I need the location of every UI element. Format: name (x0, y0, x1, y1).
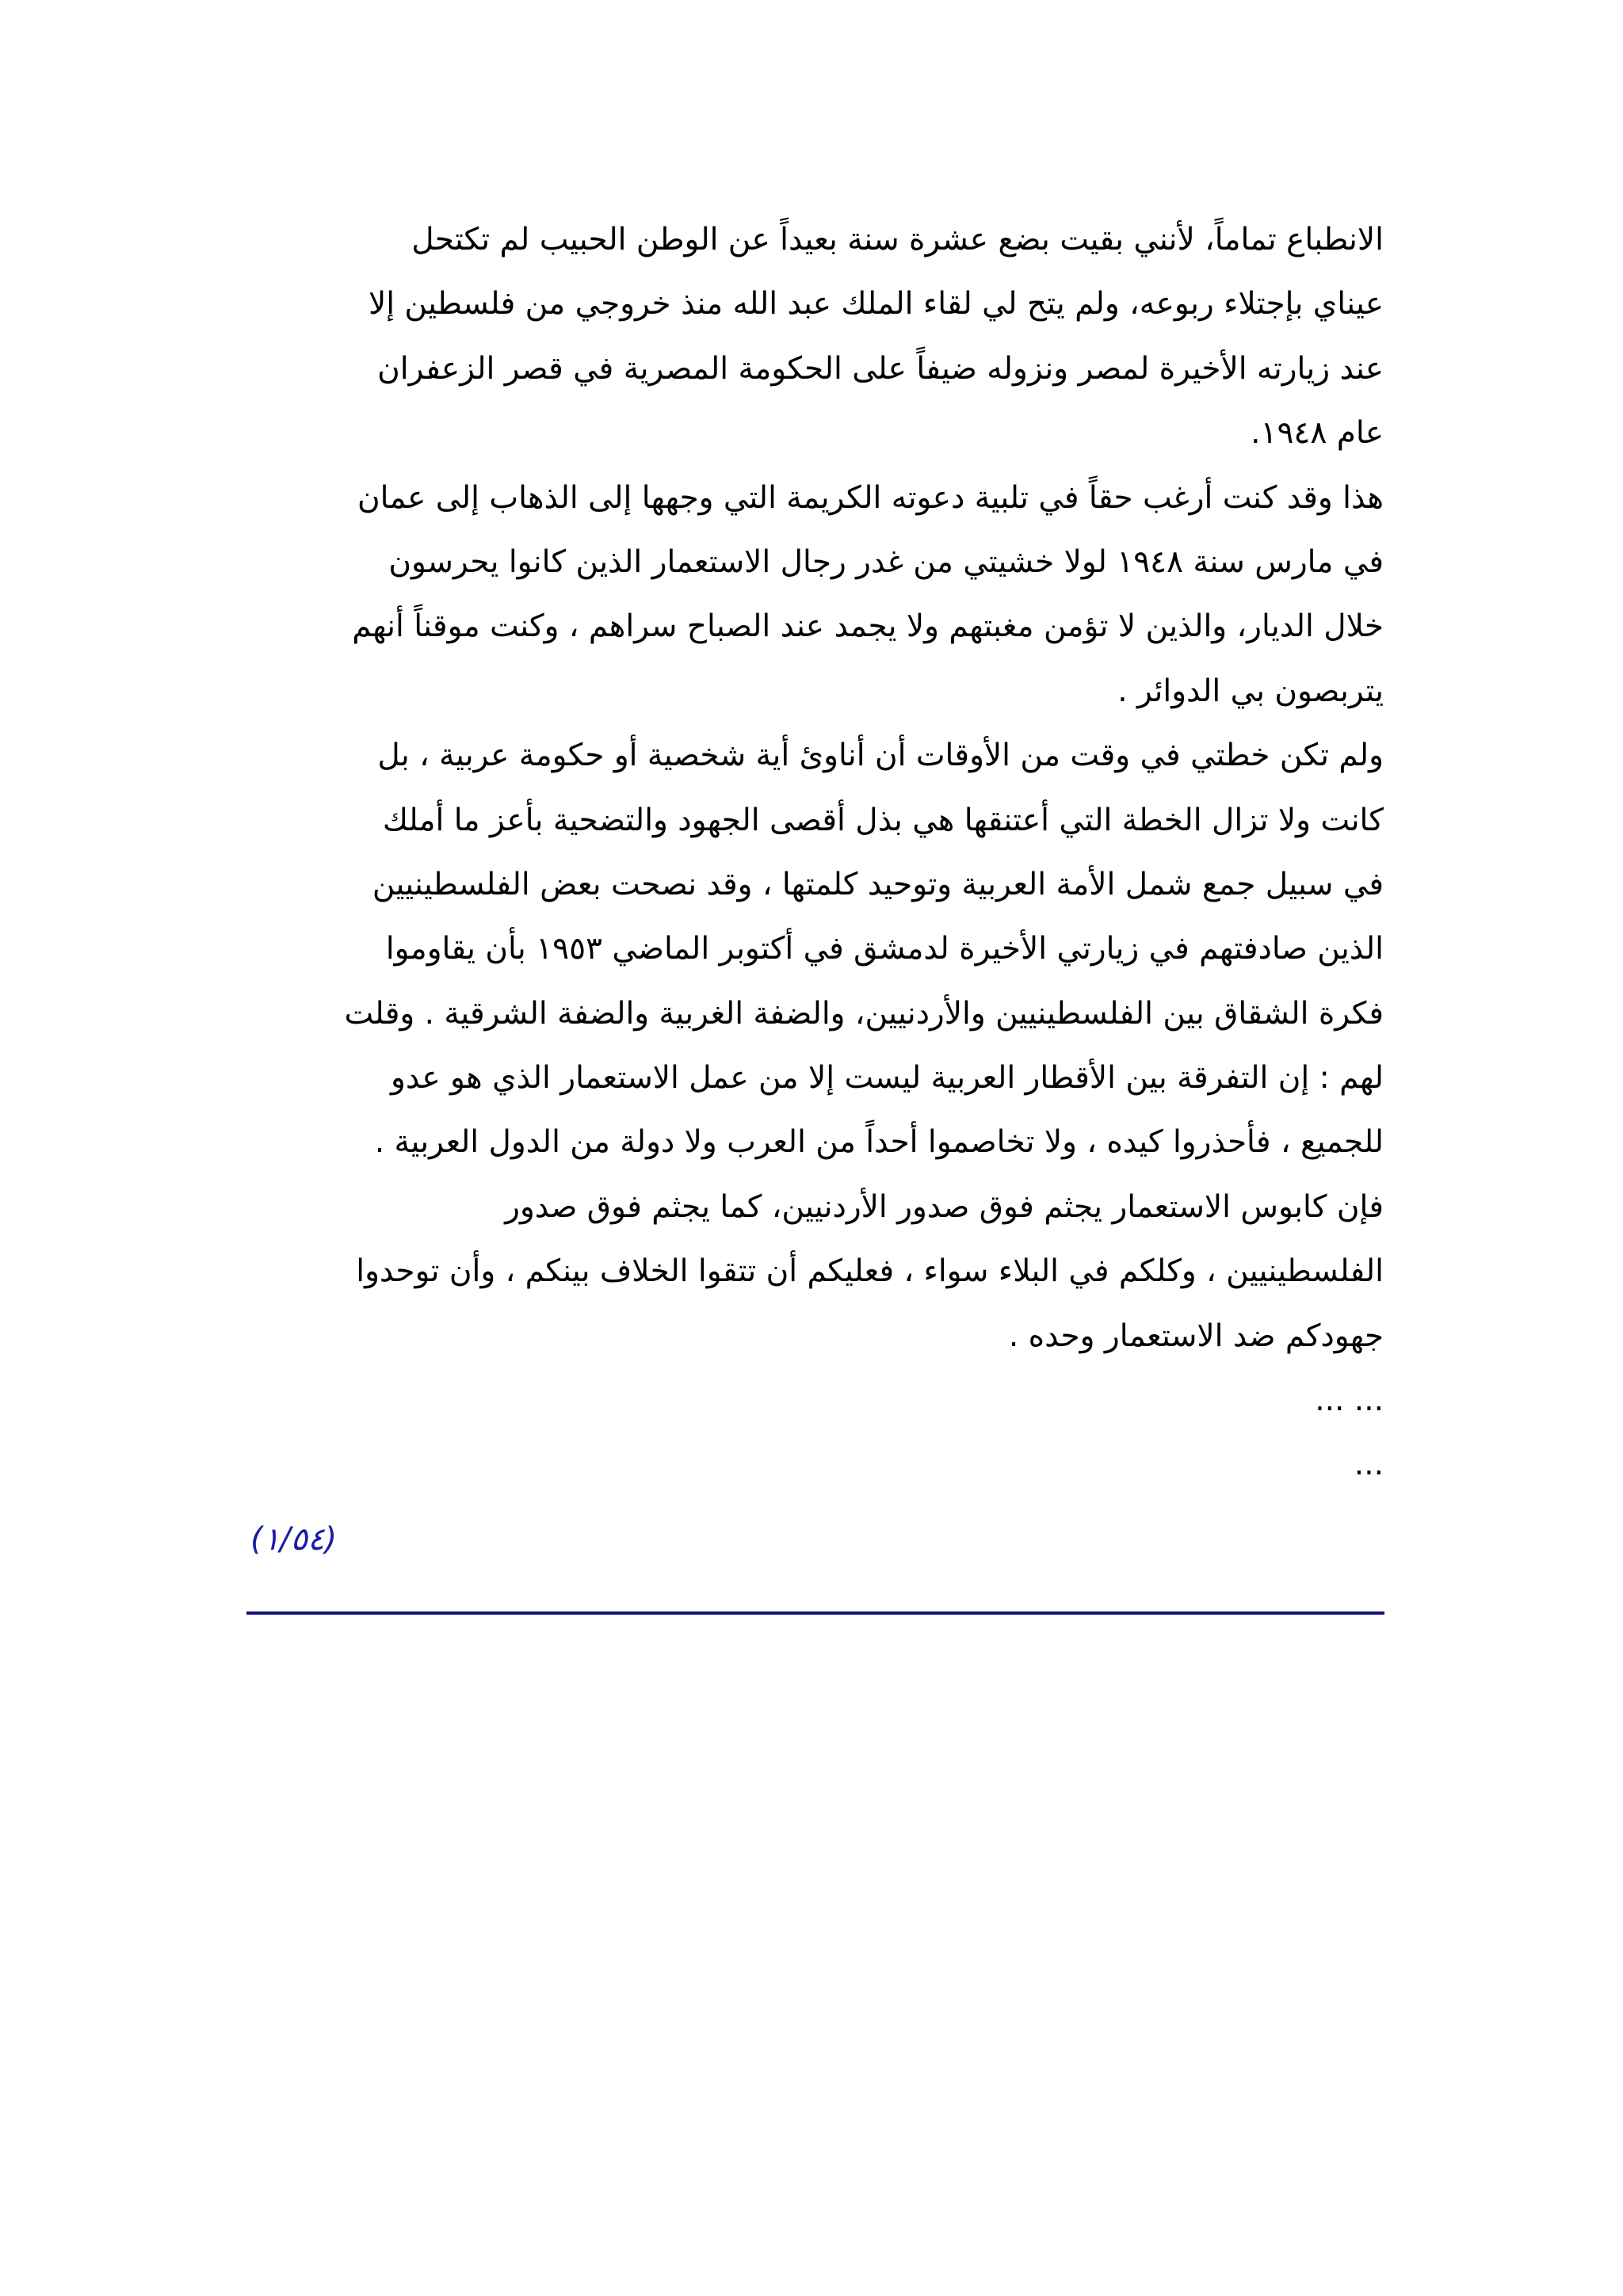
text-line: في سبيل جمع شمل الأمة العربية وتوحيد كلمتها ، وقد نصحت بعض الفلسطينيين (372, 866, 1384, 902)
text-line: ولم تكن خطتي في وقت من الأوقات أن أناوئ أية شخصية أو حكومة عربية ، بل (377, 738, 1384, 774)
text-line: يتربصون بي الدوائر . (1117, 673, 1384, 709)
text-line: ... ... (1315, 1383, 1384, 1419)
text-line: الذين صادفتهم في زيارتي الأخيرة لدمشق في أكتوبر الماضي ١٩٥٣ بأن يقاوموا (385, 931, 1384, 967)
text-line: عام ١٩٤٨. (1251, 415, 1384, 452)
page-number: (١/٥٤) (250, 1521, 338, 1558)
text-line: عند زيارته الأخيرة لمصر ونزوله ضيفاً على الحكومة المصرية في قصر الزعفران (377, 350, 1384, 387)
text-line: في مارس سنة ١٩٤٨ لولا خشيتي من غدر رجال الاستعمار الذين كانوا يحرسون (388, 543, 1384, 580)
text-line: خلال الديار، والذين لا تؤمن مغبتهم ولا يجمد عند الصباح سراهم ، وكنت موقناً أنهم (352, 608, 1384, 645)
text-line: عيناي بإجتلاء ربوعه، ولم يتح لي لقاء الملك عبد الله منذ خروجي من فلسطين إلا (368, 286, 1384, 322)
text-line: هذا وقد كنت أرغب حقاً في تلبية دعوته الكريمة التي وجهها إلى الذهاب إلى عمان (357, 479, 1384, 516)
text-line: الانطباع تماماً، لأنني بقيت بضع عشرة سنة بعيداً عن الوطن الحبيب لم تكتحل (411, 222, 1384, 257)
text-line: ... (1354, 1447, 1384, 1483)
footer-divider (246, 1611, 1384, 1615)
text-line: لهم : إن التفرقة بين الأقطار العربية ليست إلا من عمل الاستعمار الذي هو عدو (391, 1060, 1384, 1097)
text-line: الفلسطينيين ، وكلكم في البلاء سواء ، فعليكم أن تتقوا الخلاف بينكم ، وأن توحدوا (356, 1253, 1384, 1290)
text-line: فإن كابوس الاستعمار يجثم فوق صدور الأردنيين، كما يجثم فوق صدور (505, 1188, 1384, 1225)
text-line: فكرة الشقاق بين الفلسطينيين والأردنيين، والضفة الغربية والضفة الشرقية . وقلت (344, 995, 1384, 1032)
text-line: للجميع ، فأحذروا كيده ، ولا تخاصموا أحداً من العرب ولا دولة من الدول العربية . (374, 1124, 1384, 1161)
text-line: كانت ولا تزال الخطة التي أعتنقها هي بذل أقصى الجهود والتضحية بأعز ما أملك (382, 802, 1384, 838)
text-line: جهودكم ضد الاستعمار وحده . (1008, 1318, 1384, 1354)
body-text (246, 208, 1384, 1497)
